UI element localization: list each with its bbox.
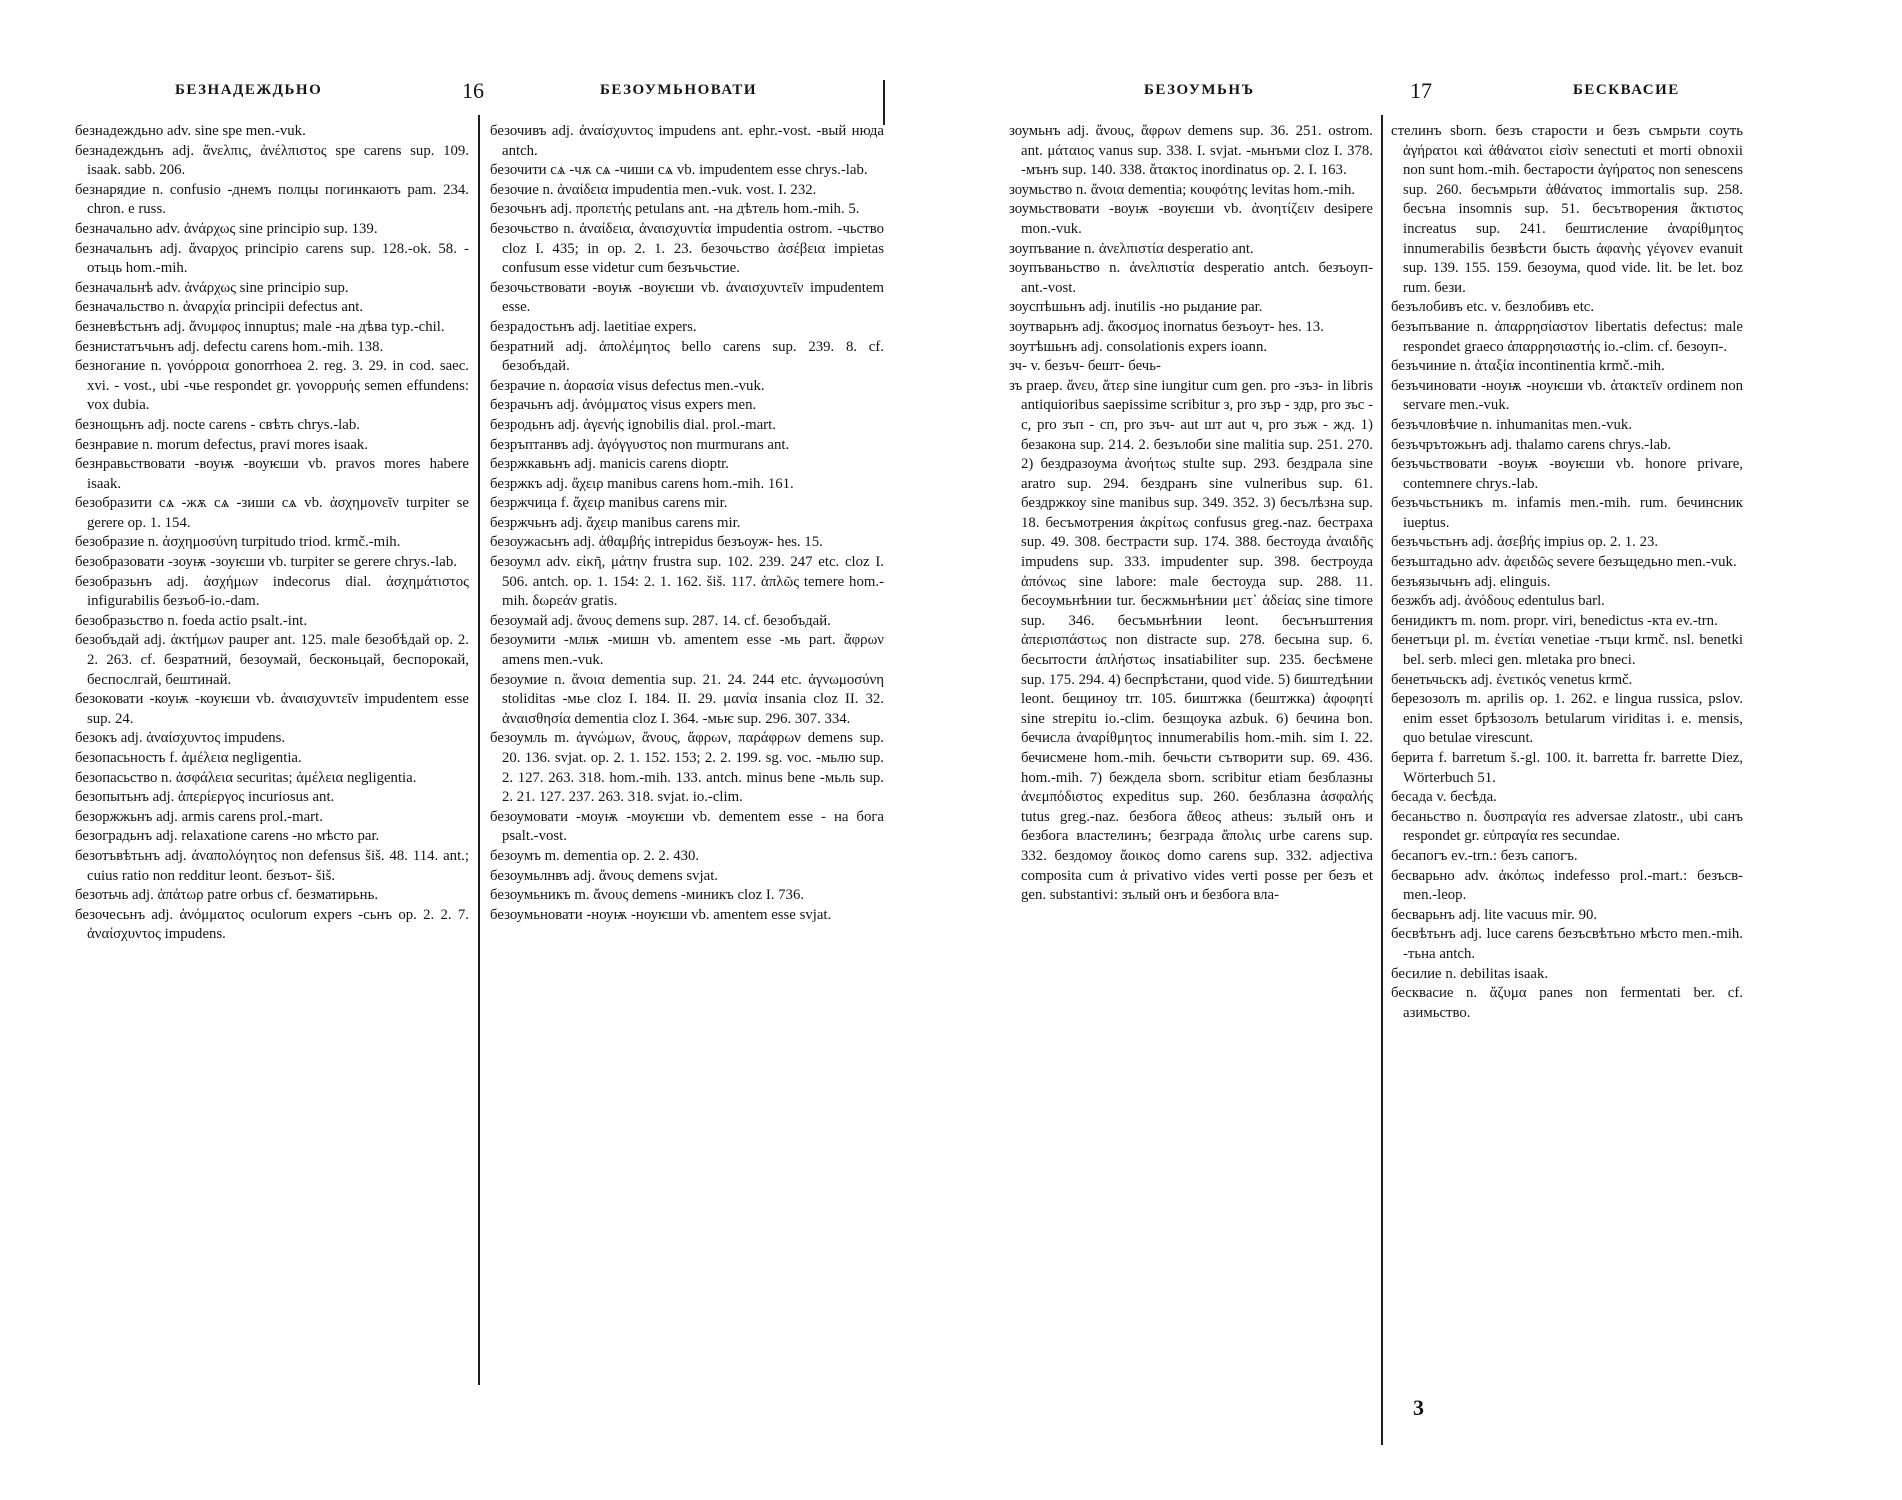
right-page-column-2 — [1391, 122, 1743, 1452]
signature-mark: 3 — [1413, 1395, 1424, 1420]
dictionary-entry: безжбъ adj. ἀνόδους edentulus barl. — [1391, 593, 1605, 610]
column-divider — [478, 115, 480, 1385]
dictionary-entry: безнадеждьнъ adj. ἄνελπις, ἀνέλπιστος spe carens sup. 109. isaak. sabb. 206. — [75, 142, 469, 179]
dictionary-entry: берита f. barretum š.-gl. 100. it. barretta fr. barrette Diez, Wörterbuch 51. — [1391, 750, 1743, 786]
dictionary-entry: безнарядие n. confusio -днемъ полцы погинкаютъ pam. 234. chron. e russ. — [75, 181, 469, 218]
dictionary-entry: безрачьнъ adj. ἀνόμματος visus expers men. — [490, 397, 757, 414]
dictionary-entry: зоуспѣшьнъ adj. inutilis -но рыдание par. — [1009, 299, 1263, 316]
dictionary-entry: безочити сѧ -чѫ сѧ -чиши сѧ vb. impudentem esse chrys.-lab. — [490, 162, 868, 179]
dictionary-entry: безржчьнъ adj. ἄχειρ manibus carens mir. — [490, 514, 741, 531]
dictionary-entry: безоржжьнъ adj. armis carens prol.-mart. — [75, 808, 323, 825]
right-page — [951, 0, 1902, 1500]
dictionary-entry: зоумьнъ adj. ἄνους, ἄφρων demens sup. 36. 251. ostrom. ant. μάταιος vanus sup. 338. I. svjat. -мьнъми cloz I. 378. -мънъ sup. 140. 338. ἄτακτος inordinatus op. 2. I. 163. — [1009, 123, 1373, 179]
dictionary-entry: безоумл adv. εἰκῆ, μάτην frustra sup. 102. 239. 247 etc. cloz I. 506. antch. op. 1. 154: 2. 1. 162. šiš. 117. ἁπλῶς temere hom.-mih. δωρεάν gratis. — [490, 554, 884, 610]
dictionary-entry: зоупъвание n. ἀνελπιστία desperatio ant. — [1009, 240, 1254, 257]
dictionary-entry: безотьчь adj. ἀπάτωρ patre orbus cf. безматирьнь. — [75, 887, 379, 904]
dictionary-entry: безнадеждьно adv. sine spe men.-vuk. — [75, 123, 306, 139]
header-left-guideword: БЕЗОУМЬНЪ — [1144, 82, 1255, 98]
dictionary-entry: бесада v. бесѣда. — [1391, 789, 1497, 806]
dictionary-entry: бесварьно adv. ἀκόπως indefesso prol.-mart.: безъсв- men.-leop. — [1391, 867, 1743, 904]
dictionary-entry: безоковати -коуѭ -коуѥши vb. ἀναισχυντεῖν impudentem esse sup. 24. — [75, 691, 469, 727]
dictionary-entry: безначальнъ adj. ἄναρχος principio carens sup. 128.-ok. 58. - отьць hom.-mih. — [75, 240, 469, 277]
dictionary-entry: безобразие n. ἀσχημοσύνη turpitudo triod. krmč.-mih. — [75, 534, 401, 551]
dictionary-entry: безъчловѣчие n. inhumanitas men.-vuk. — [1391, 416, 1633, 433]
dictionary-entry: безоумай adj. ἄνους demens sup. 287. 14. cf. безобъдай. — [490, 612, 831, 629]
dictionary-entry: зоупъваньство n. ἀνελπιστία desperatio antch. безъоуп- ant.-vost. — [1009, 260, 1373, 296]
dictionary-entry: безобразьство n. foeda actio psalt.-int. — [75, 612, 308, 629]
dictionary-entry: безратний adj. ἀπολέμητος bello carens sup. 239. 8. cf. безобъдай. — [490, 338, 884, 375]
dictionary-entry: безоумовати -моуѭ -моуѥши vb. dementem esse - на бога psalt.-vost. — [490, 808, 884, 845]
dictionary-entry: безоумьлнвъ adj. ἄνους demens svjat. — [490, 867, 719, 884]
dictionary-entry: бесварьнъ adj. lite vacuus mir. 90. — [1391, 906, 1598, 923]
page-edge-rule — [883, 80, 885, 125]
dictionary-entry: безъчрътожьнъ adj. thalamo carens chrys.-lab. — [1391, 436, 1672, 453]
left-page-column-2 — [490, 122, 884, 1412]
header-right-guideword: БЕЗОУМЬНОВАТИ — [600, 82, 758, 98]
dictionary-entry: безъпъвание n. ἀπαρρησίαστον libertatis defectus: male respondet graeco ἀπαρρησιαστής io.-clim. cf. безоуп-. — [1391, 318, 1743, 355]
dictionary-entry: безоумие n. ἄνοια dementia sup. 21. 24. 244 etc. ἀγνωμοσύνη stoliditas -мье cloz I. 184. II. 29. μανία insania cloz II. 32. ἀναισθησία dementia cloz I. 364. -мьѥ sup. 296. 307. 334. — [490, 671, 884, 727]
dictionary-entry: безопасьство n. ἀσφάλεια securitas; ἀμέλεια negligentia. — [75, 769, 417, 786]
dictionary-entry: безобразовати -зоуѭ -зоуѥши vb. turpiter se gerere chrys.-lab. — [75, 554, 457, 571]
dictionary-entry: безъчьстьнъ adj. ἀσεβής impius op. 2. 1. 23. — [1391, 534, 1659, 551]
header-right-guideword: БЕСКВАСИЕ — [1573, 82, 1680, 98]
page-number: 16 — [462, 78, 484, 103]
dictionary-entry: безнощьнъ adj. nocte carens - свѣть chrys.-lab. — [75, 416, 360, 433]
dictionary-entry: безоумьникъ m. ἄνους demens -миникъ cloz I. 736. — [490, 887, 805, 904]
dictionary-entry: безочьство n. ἀναίδεια, ἀναισχυντία impudentia ostrom. -чьство cloz I. 435; in op. 2. 1. 23. безочьство ἀσέβεια impietas confusum esse videtur cum безъчьстие. — [490, 220, 884, 277]
column-divider — [1381, 115, 1383, 1445]
dictionary-entry: стелинъ sborn. безъ старости и безъ съмрьти соуть ἀγήρατοι καὶ ἀθάνατοι εἰσὶν senectuti et morti obnoxii non sunt hom.-mih. бестарости ἀγήρατος non senescens sup. 260. бесъмрьти ἀθάνατος immortalis sup. 258. бесъна insomnis sup. 51. бесътворения ἄκτιστος increatus sup. 241. бештисление ἀναρίθμητος innumerabilis безвѣсти бысть ἀφανὴς γέγονεν evanuit sup. 139. 155. 159. безоума, quod vide. lit. be let. boz rum. бези. — [1391, 123, 1743, 296]
dictionary-entry: зч- v. безъч- бешт- бечь- — [1009, 358, 1161, 375]
dictionary-entry: безочьствовати -воуѭ -воуѥши vb. ἀναισχυντεῖν impudentem esse. — [490, 279, 884, 316]
dictionary-entry: безъштадьно adv. ἀφειδῶς severe безъщедьно men.-vuk. — [1391, 554, 1737, 571]
dictionary-entry: безногание n. γονόρροια gonorrhoea 2. reg. 3. 29. in cod. saec. xvi. - vost., ubi -чье respondet gr. γονορρυής semen effundens: vox dubia. — [75, 358, 469, 414]
dictionary-entry: бесапогъ ev.-trn.: безъ сапогъ. — [1391, 847, 1578, 864]
right-page-column-1 — [1009, 122, 1373, 1452]
dictionary-entry: зъ praep. ἄνευ, ἄτερ sine iungitur cum gen. pro -зъз- in libris antiquioribus saepissime scribitur з, pro зър - здр, pro зъс - с, pro зъп - сп, pro зъч- aut шт aut ч, pro зъж - жд. 1) безакона sup. 214. 2. безълоби sine malitia sup. 251. 270. 2) бездразоума ἀνοήτως stulte sup. 293. бездрала sine aratro sup. 294. бездранъ sine vulneribus sup. 61. бездржкоу sine manibus sup. 349. 352. 3) бесълѣзна sup. 18. бесъмотрения ἀκρίτως confusus greg.-naz. бестраха sup. 49. 308. бестрасти sup. 174. 388. бестоуда ἀναιδῆς impudens sup. 333. impudenter sup. 398. бестроуда ἀπόνως sine labore: male бестоуда sup. 288. 11. бесоумьнѣнии tur. бесжмьнѣнии μετ᾽ ἀδείας sine timore sup. 346. бесъмьнѣнии leont. бесънъштения ἀπερισπάστως non distracte sup. 278. бесына sup. 6. бесытости ἀπλήστως insatiabiliter sup. 235. бесѣмене sup. 175. 294. 4) беспрѣстани, quod vide. 5) биштедѣнии leont. бещиноу trr. 105. биштжка (бештжка) ἀφοφητί sine strepitu io.-clim. безщоука azbuk. 6) бечина bon. бечисла ἀναρίθμητος innumerabilis hom.-mih. sim I. 22. бечисмене hom.-mih. бечьсти сътворити sup. 69. 436. hom.-mih. 7) беждела sborn. scribitur etiam безблазны ἀνεμπόδιστος expeditus sup. 260. безблазна ἀσφαλής tutus greg.-naz. безбога ἄθεος atheus: зълый онъ и безбога властелинъ; безграда ἄπολις urbe carens sup. 332. бездомоу ἄοικος domo carens sup. 332. adjectiva composita cum ἀ privativo vides verti posse per безъ et gen. substantivi: зълый онъ и безбога вла- — [1009, 377, 1373, 904]
dictionary-entry: зоумьствовати -воуѭ -воуѥши vb. ἀνοητίζειν desipere mon.-vuk. — [1009, 201, 1373, 237]
page-number: 17 — [1410, 78, 1432, 103]
dictionary-entry: безъчьствовати -воуѭ -воуѥши vb. honore privare, contemnere chrys.-lab. — [1391, 456, 1743, 492]
dictionary-entry: безочие n. ἀναίδεια impudentia men.-vuk. vost. I. 232. — [490, 181, 817, 198]
dictionary-entry: безокъ adj. ἀναίσχυντος impudens. — [75, 730, 286, 747]
dictionary-entry: безобразити сѧ -жѫ сѧ -зиши сѧ vb. ἀσχημονεῖν turpiter se gerere op. 1. 154. — [75, 495, 469, 531]
dictionary-entry: безродьнъ adj. ἀγενής ignobilis dial. prol.-mart. — [490, 416, 776, 433]
dictionary-entry: безочесьнъ adj. ἀνόμματος oculorum expers -сьнъ op. 2. 2. 7. ἀναίσχυντος impudens. — [75, 906, 469, 943]
dictionary-entry: безржкавьнъ adj. manicis carens dioptr. — [490, 456, 729, 473]
dictionary-entry: бенетьчьскъ adj. ἐνετικός venetus krmč. — [1391, 671, 1633, 688]
dictionary-entry: безржкъ adj. ἄχειρ manibus carens hom.-mih. 161. — [490, 475, 794, 492]
dictionary-entry: безобразьнъ adj. ἀσχήμων indecorus dial. ἀσχημάτιστος infigurabilis безъоб-io.-dam. — [75, 573, 469, 610]
dictionary-entry: безнравие n. morum defectus, pravi mores isaak. — [75, 436, 368, 453]
dictionary-entry: безотъвѣтьнъ adj. ἀναπολόγητος non defensus šiš. 48. 114. ant.; cuius ratio non redditur leont. безъот- šiš. — [75, 847, 469, 884]
dictionary-entry: безрадостьнъ adj. laetitiae expers. — [490, 318, 697, 335]
dictionary-entry: зоутѣшьнъ adj. consolationis expers ioann. — [1009, 338, 1268, 355]
dictionary-entry: бесилие n. debilitas isaak. — [1391, 965, 1549, 982]
dictionary-entry: безобъдай adj. ἀκτήμων pauper ant. 125. male безобѣдай op. 2. 2. 263. cf. безратний, безоумай, бесконьцай, беспорокай, беспослгай, бештинай. — [75, 632, 469, 688]
dictionary-entry: безначальство n. ἀναρχία principii defectus ant. — [75, 299, 364, 316]
dictionary-entry: безневѣстьнъ adj. ἄνυμφος innuptus; male -на дѣва typ.-chil. — [75, 318, 445, 335]
dictionary-entry: зоумьство n. ἄνοια dementia; κουφότης levitas hom.-mih. — [1009, 181, 1356, 198]
left-page-column-1 — [75, 122, 469, 1412]
running-head — [0, 78, 951, 112]
dictionary-entry: безочивъ adj. ἀναίσχυντος impudens ant. ephr.-vost. -вый нюда antch. — [490, 123, 884, 159]
dictionary-entry: безъчьстьникъ m. infamis men.-mih. rum. бечинсник iueptus. — [1391, 495, 1743, 531]
dictionary-entry: безъчиновати -ноуѭ -ноуѥши vb. ἀτακτεῖν ordinem non servare men.-vuk. — [1391, 377, 1743, 414]
dictionary-entry: бенетъци pl. m. ἐνετίαι venetiae -тъци krmč. nsl. benetki bel. serb. mleci gen. mletaka pro bneci. — [1391, 632, 1743, 669]
dictionary-entry: безнистатъчьнъ adj. defectu carens hom.-mih. 138. — [75, 338, 384, 355]
dictionary-entry: безоужасьнъ adj. ἀθαμβής intrepidus безъоуж- hes. 15. — [490, 534, 823, 551]
dictionary-entry: безоумъ m. dementia op. 2. 2. 430. — [490, 847, 700, 864]
dictionary-entry: безопасьность f. ἀμέλεια negligentia. — [75, 750, 302, 766]
dictionary-entry: бесвѣтьнъ adj. luce carens безъсвѣтьно мѣсто men.-mih. -тьна antch. — [1391, 926, 1743, 962]
dictionary-entry: безнравьствовати -воуѭ -воуѥши vb. pravos mores habere isaak. — [75, 456, 469, 492]
dictionary-entry: безоумити -млѭ -мишн vb. amentem esse -мь part. ἄφρων amens men.-vuk. — [490, 632, 884, 669]
header-left-guideword: БЕЗНАДЕЖДЬНО — [175, 82, 323, 98]
dictionary-entry: бесаньство n. δυσπραγία res adversae zlatostr., ubi санъ respondet gr. εὐπραγία res secundae. — [1391, 808, 1743, 845]
running-head — [951, 78, 1902, 112]
dictionary-entry: безъчиние n. ἀταξία incontinentia krmč.-mih. — [1391, 358, 1665, 375]
dictionary-entry: безоумьновати -ноуѭ -ноуѥши vb. amentem esse svjat. — [490, 906, 832, 923]
dictionary-entry: безначально adv. ἀνάρχως sine principio sup. 139. — [75, 220, 378, 237]
dictionary-entry: безрачие n. ἀορασία visus defectus men.-vuk. — [490, 377, 765, 394]
dictionary-entry: безочьнъ adj. προπετής petulans ant. -на дѣтель hom.-mih. 5. — [490, 201, 860, 218]
dictionary-entry: зоутварьнъ adj. ἄκοσμος inornatus безъоут- hes. 13. — [1009, 318, 1324, 335]
dictionary-entry: бенидиктъ m. nom. propr. viri, benedictus -кта ev.-trn. — [1391, 612, 1718, 629]
dictionary-entry: безъязычьнъ adj. elinguis. — [1391, 573, 1551, 590]
dictionary-entry: безълобивъ etc. v. безлобивъ etc. — [1391, 299, 1595, 316]
dictionary-entry: безначальнѣ adv. ἀνάρχως sine principio sup. — [75, 279, 349, 296]
dictionary-entry: березозолъ m. aprilis op. 1. 262. e lingua russica, pslov. enim esset брѣзозолъ betularum viriditas i. e. mensis, quo betulae virescunt. — [1391, 691, 1743, 747]
dictionary-entry: безопытьнъ adj. ἀπερίεργος incuriosus ant. — [75, 789, 335, 806]
dictionary-entry: безоумль m. ἀγνώμων, ἄνους, ἄφρων, παράφρων demens sup. 20. 136. svjat. op. 2. 1. 152. 153; 2. 2. 199. sg. voc. -мьлю sup. 2. 127. 263. 318. hom.-mih. 133. antch. minus bene -мьль sup. 2. 21. 127. 237. 263. 318. svjat. io.-clim. — [490, 730, 884, 806]
dictionary-entry: безржчица f. ἄχειρ manibus carens mir. — [490, 495, 728, 512]
dictionary-entry: безоградьнъ adj. relaxatione carens -но мѣсто par. — [75, 828, 380, 845]
dictionary-entry: бесквасие n. ἄζυμα panes non fermentati ber. cf. азимьство. — [1391, 985, 1743, 1021]
dictionary-entry: безръптанвъ adj. ἀγόγγυστος non murmurans ant. — [490, 436, 790, 453]
